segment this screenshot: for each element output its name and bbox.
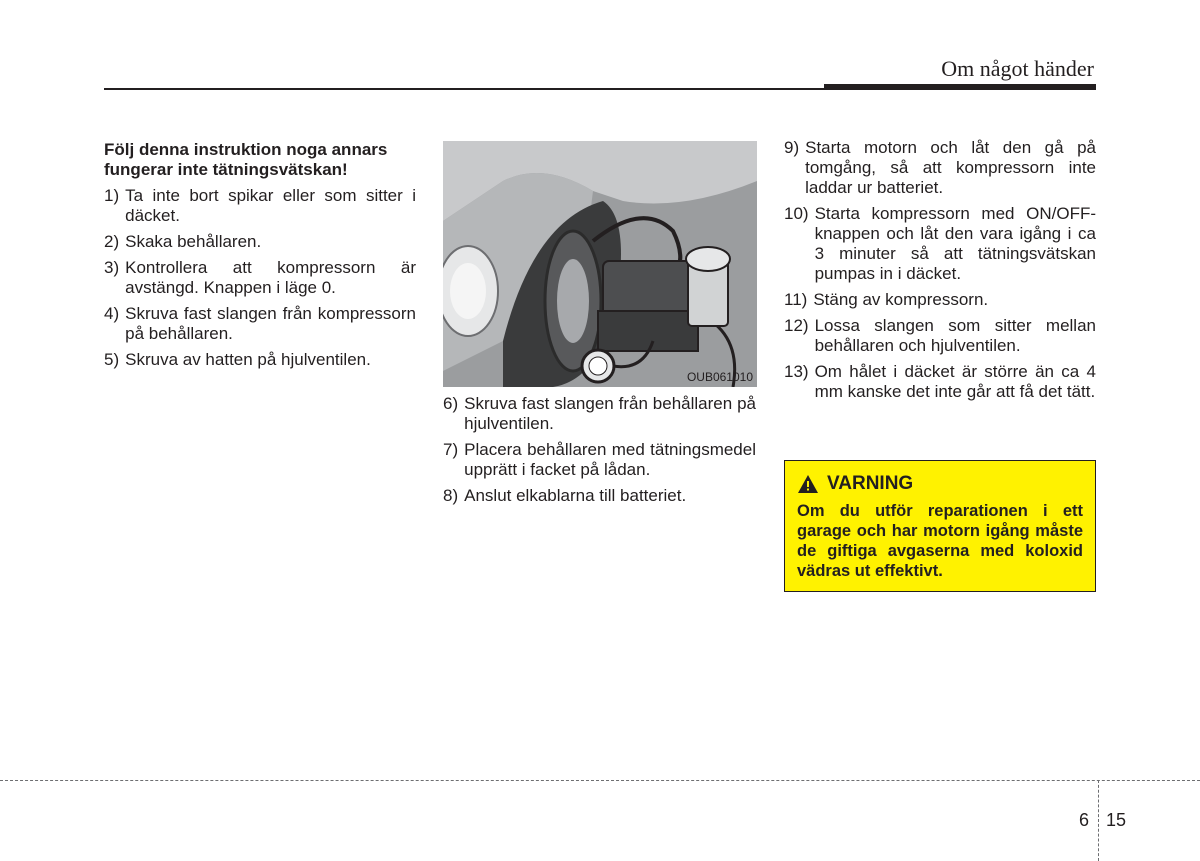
item-number: 9) — [784, 138, 800, 157]
list-item — [104, 304, 416, 344]
footer-divider — [0, 780, 1200, 781]
list-item — [443, 394, 756, 434]
column-right — [784, 138, 1096, 408]
warning-title: VARNING — [827, 473, 914, 494]
item-text: Placera behållaren med tätningsmedel upprätt i facket på lådan. — [464, 440, 756, 479]
item-number: 1) — [104, 186, 120, 205]
item-text: Skruva fast slangen från behållaren på hjulventilen. — [464, 394, 756, 433]
chapter-number: 6 — [1079, 810, 1090, 830]
warning-triangle-icon — [797, 474, 819, 494]
intro-text: Följ denna instruktion noga annars fungerar inte tätningsvätskan! — [104, 140, 388, 179]
warning-header — [797, 473, 1083, 495]
figure-code: OUB061010 — [686, 370, 753, 384]
item-text: Starta motorn och låt den gå på tomgång, så att kompressorn inte laddar ur batteriet. — [805, 138, 1096, 197]
item-text: Skruva av hatten på hjulventilen. — [125, 350, 371, 369]
list-item — [784, 290, 1096, 310]
item-number: 11) — [784, 290, 808, 309]
header-rule-accent — [824, 84, 1096, 90]
list-item — [443, 440, 756, 480]
column-middle — [443, 394, 756, 512]
item-text: Anslut elkablarna till batteriet. — [464, 486, 687, 505]
list-item — [784, 362, 1096, 402]
item-text: Starta kompressorn med ON/OFF-knappen och låt den vara igång i ca 3 minuter så att tätningsvätskan pumpas in i däcket. — [814, 204, 1096, 283]
item-text: Lossa slangen som sitter mellan behållaren och hjulventilen. — [814, 316, 1096, 355]
list-item — [784, 316, 1096, 356]
item-number: 13) — [784, 362, 809, 381]
item-number: 12) — [784, 316, 809, 335]
list-item — [104, 258, 416, 298]
warning-box — [784, 460, 1096, 592]
item-number: 8) — [443, 486, 459, 505]
list-item — [443, 486, 756, 506]
item-text: Skruva fast slangen från kompressorn på behållaren. — [125, 304, 416, 343]
header-rule — [104, 88, 824, 90]
list-item — [104, 232, 416, 252]
warning-text: Om du utför reparationen i ett garage och har motorn igång måste de giftiga avgaserna med koloxid vädras ut effektivt. — [797, 502, 1083, 580]
item-number: 10) — [784, 204, 809, 223]
item-text: Kontrollera att kompressorn är avstängd. Knappen i läge 0. — [125, 258, 416, 297]
list-item — [784, 138, 1096, 198]
column-left — [104, 140, 416, 376]
section-title: Om något händer — [941, 56, 1094, 81]
item-number: 6) — [443, 394, 459, 413]
item-number: 5) — [104, 350, 120, 369]
page-number: 15 — [1106, 810, 1127, 830]
item-text: Stäng av kompressorn. — [813, 290, 989, 309]
compressor-illustration — [443, 141, 757, 387]
tire-compressor-image — [443, 141, 757, 387]
item-number: 3) — [104, 258, 120, 277]
list-item — [104, 186, 416, 226]
footer-vertical-divider — [1098, 780, 1099, 861]
item-number: 2) — [104, 232, 120, 251]
item-text: Ta inte bort spikar eller som sitter i däcket. — [125, 186, 416, 225]
item-text: Om hålet i däcket är större än ca 4 mm kanske det inte går att få det tätt. — [814, 362, 1096, 401]
list-item — [784, 204, 1096, 284]
item-number: 4) — [104, 304, 120, 323]
item-number: 7) — [443, 440, 459, 459]
list-item — [104, 350, 416, 370]
item-text: Skaka behållaren. — [125, 232, 262, 251]
